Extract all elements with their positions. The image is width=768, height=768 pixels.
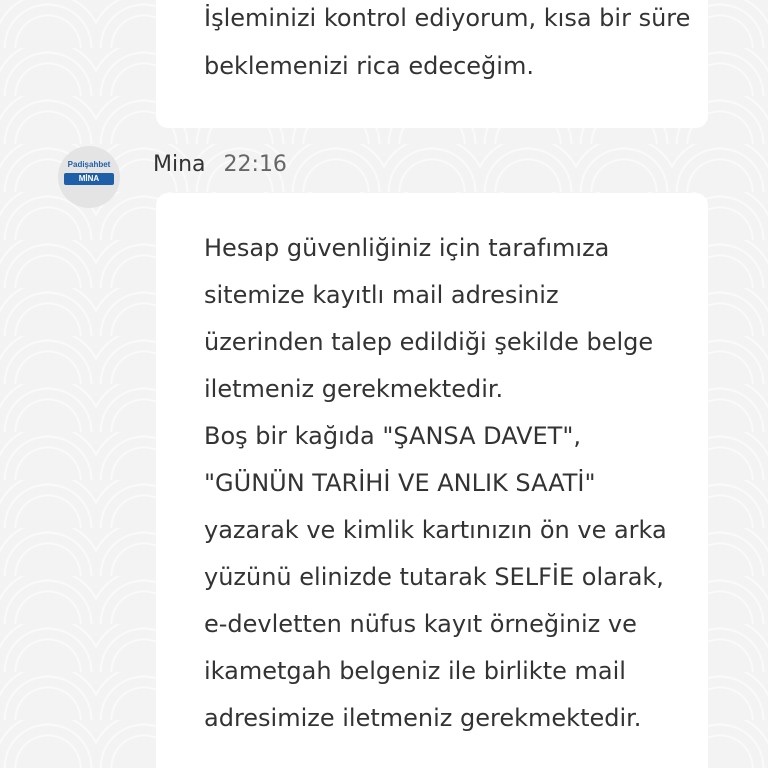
message-meta [153, 150, 287, 180]
message-bubble-current [156, 193, 708, 768]
agent-avatar [58, 146, 120, 208]
message-time: 22:16 [223, 152, 287, 177]
avatar-brand-logo: Padişahbet [67, 160, 111, 169]
agent-name: Mina [153, 152, 206, 177]
avatar-name-tag: MİNA [64, 173, 114, 185]
message-text: İşleminizi kontrol ediyorum, kısa bir süre beklemenizi rica edeceğim. [204, 4, 691, 80]
message-bubble-previous [156, 0, 708, 128]
message-text: Hesap güvenliğiniz için tarafımıza sitemize kayıtlı mail adresiniz üzerinden talep edildiği şekilde belge iletmeniz gerekmektedir. Boş bir kağıda "ŞANSA DAVET", "GÜNÜN TARİHİ VE ANLIK SAATİ" yazarak ve kimlik kartınızın ön ve arka yüzünü elinizde tutarak SELFİE olarak, e-devletten nüfus kayıt örneğiniz ve ikametgah belgeniz ile birlikte mail adresimize iletmeniz gerekmektedir. [204, 234, 667, 732]
